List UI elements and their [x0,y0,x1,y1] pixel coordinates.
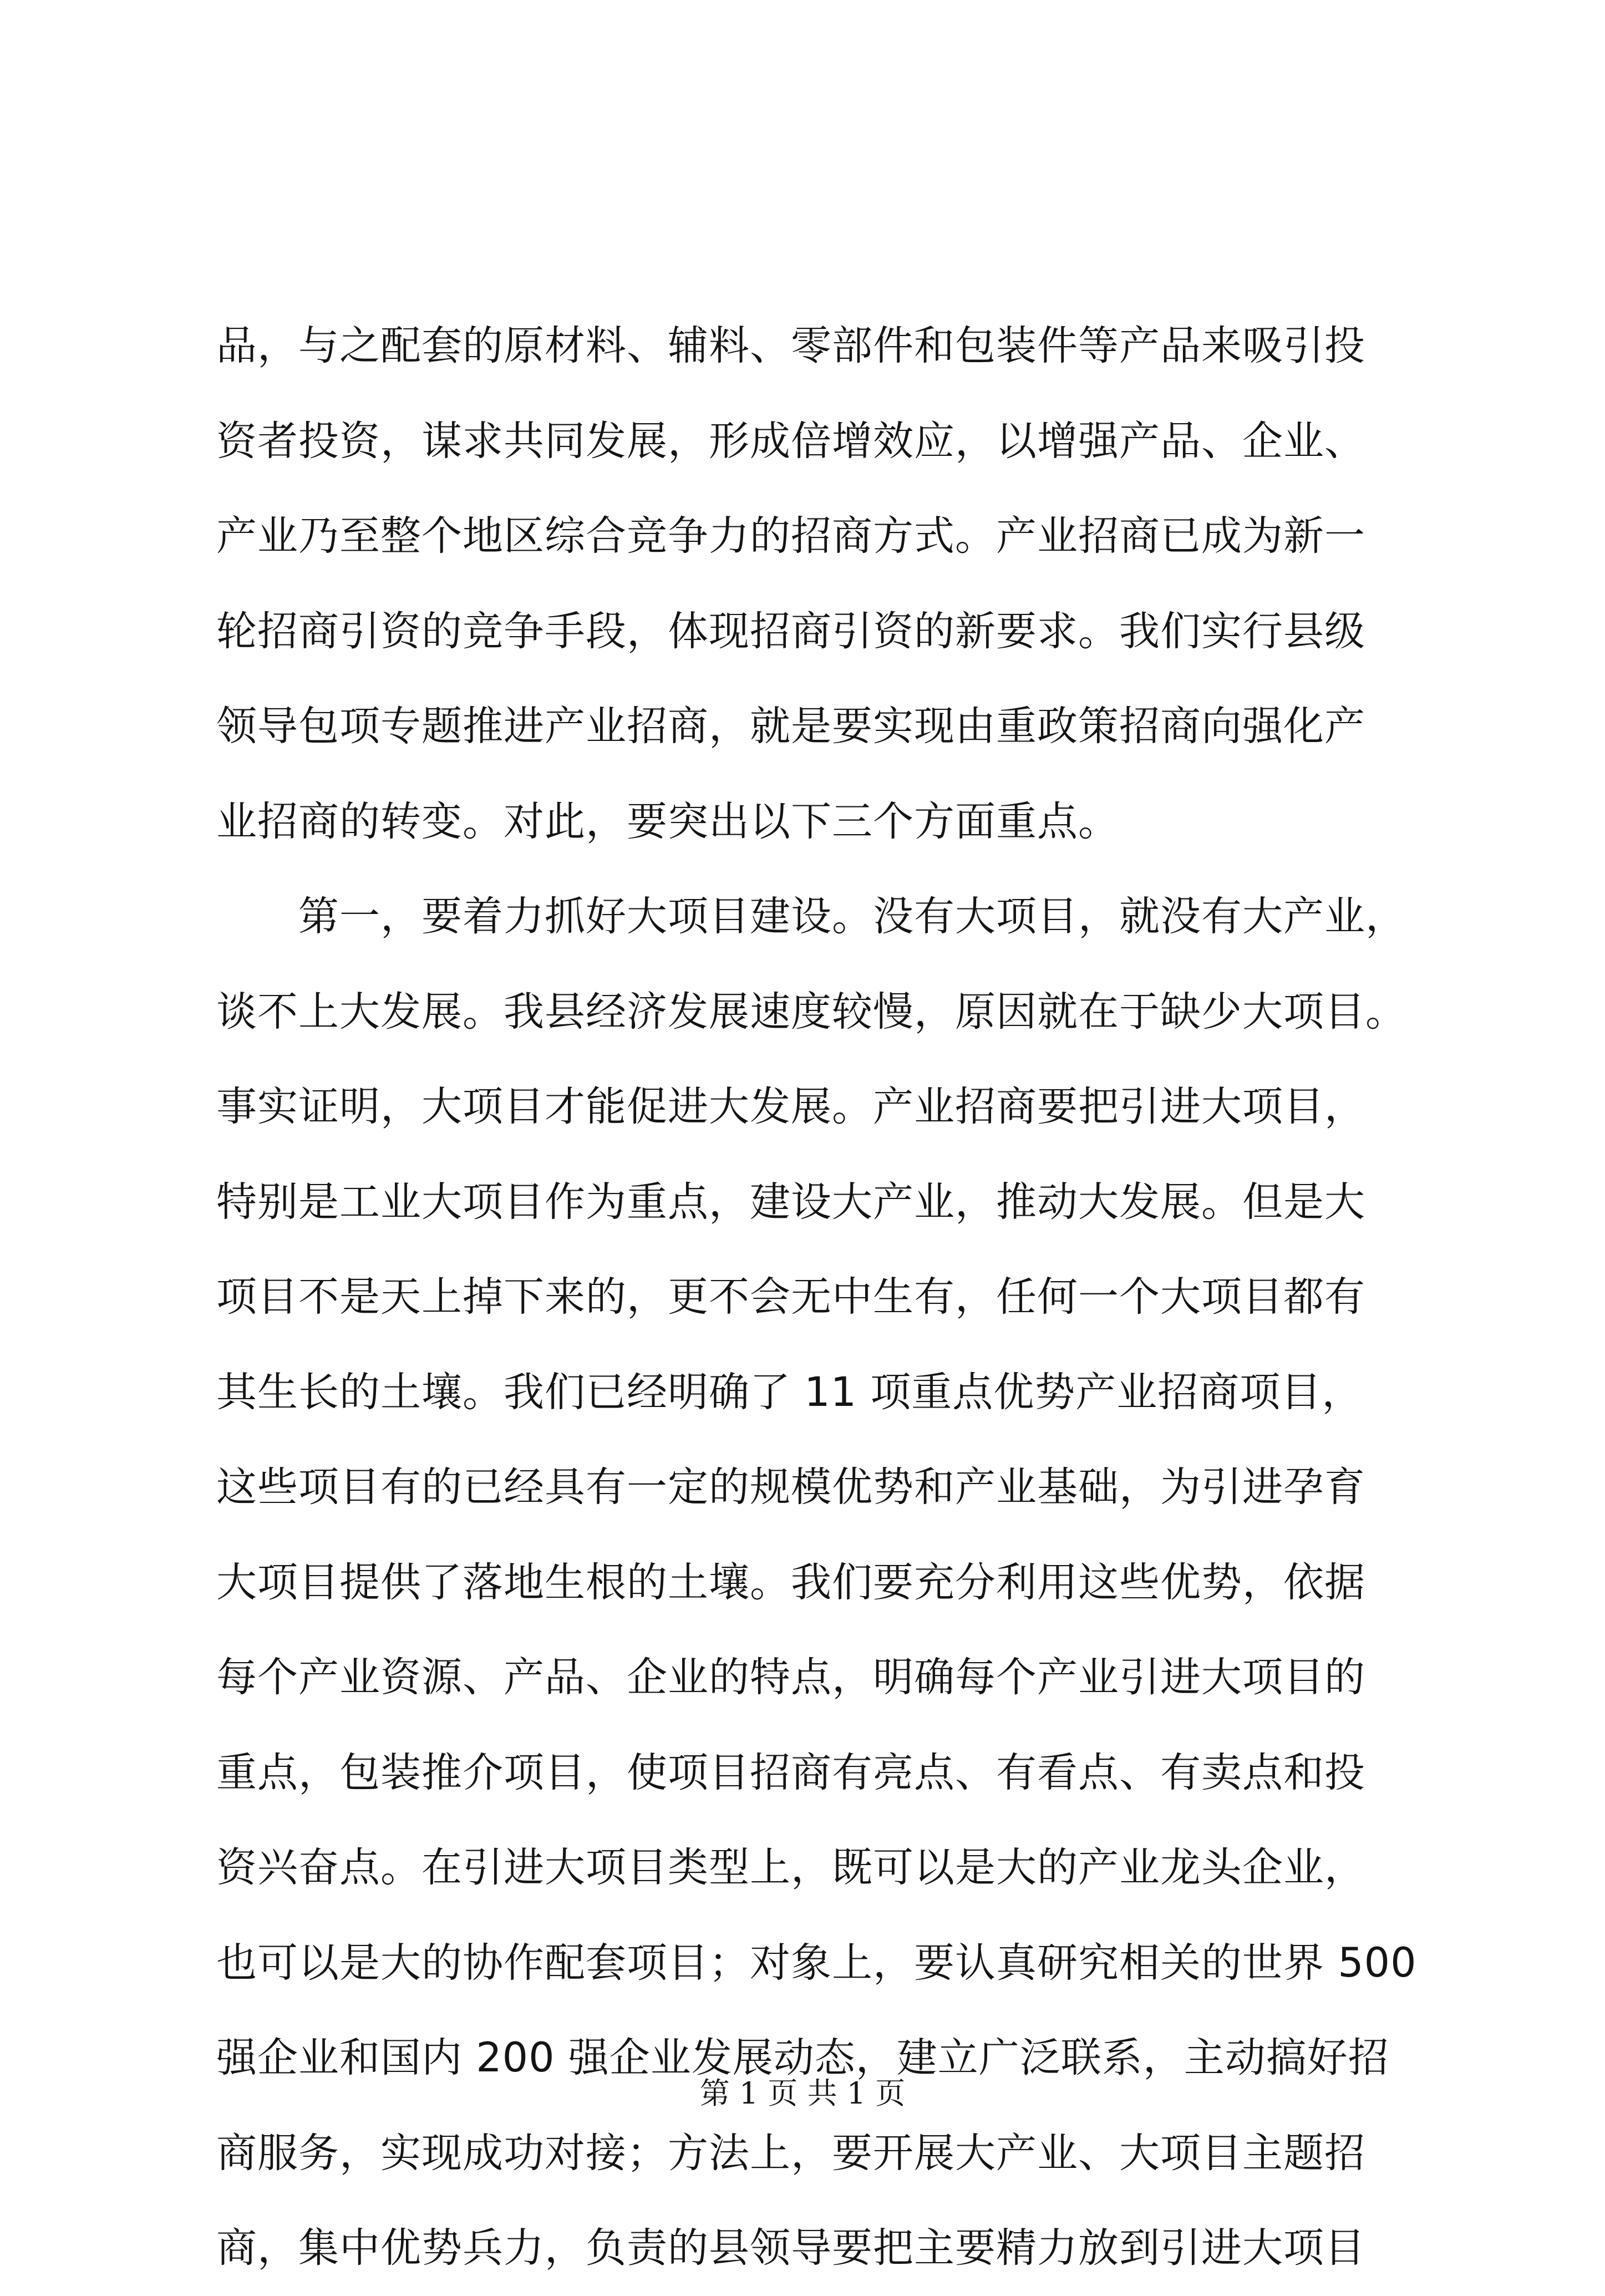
text-line: 特别是工业大项目作为重点，建设大产业，推动大发展。但是大 [216,1178,1365,1226]
document-body [216,298,1417,2296]
text-line: 谈不上大发展。我县经济发展速度较慢，原因就在于缺少大项目。 [216,988,1406,1035]
text-line: 业招商的转变。对此，要突出以下三个方面重点。 [216,797,1119,845]
text-line: 领导包项专题推进产业招商，就是要实现由重政策招商向强化产 [216,703,1365,750]
text-line: 其生长的土壤。我们已经明确了 11 项重点优势产业招商项目， [216,1368,1363,1416]
text-line: 重点，包装推介项目，使项目招商有亮点、有看点、有卖点和投 [216,1749,1365,1796]
page-footer [0,2074,1605,2113]
text-line: 这些项目有的已经具有一定的规模优势和产业基础，为引进孕育 [216,1464,1365,1511]
text-line: 每个产业资源、产品、企业的特点，明确每个产业引进大项目的 [216,1654,1365,1701]
text-line: 强企业和国内 200 强企业发展动态，建立广泛联系，主动搞好招 [216,2034,1389,2081]
text-line: 大项目提供了落地生根的土壤。我们要充分利用这些优势，依据 [216,1558,1365,1606]
text-line: 产业乃至整个地区综合竞争力的招商方式。产业招商已成为新一 [216,512,1365,560]
text-line: 品，与之配套的原材料、辅料、零部件和包装件等产品来吸引投 [216,322,1365,369]
text-line: 商，集中优势兵力，负责的县领导要把主要精力放到引进大项目 [216,2224,1365,2272]
text-line: 商服务，实现成功对接；方法上，要开展大产业、大项目主题招 [216,2129,1365,2177]
text-line: 也可以是大的协作配套项目；对象上，要认真研究相关的世界 500 [216,1939,1417,1987]
text-line: 轮招商引资的竞争手段，体现招商引资的新要求。我们实行县级 [216,607,1365,655]
text-line: 资兴奋点。在引进大项目类型上，既可以是大的产业龙头企业， [216,1844,1365,1891]
text-line: 事实证明，大项目才能促进大发展。产业招商要把引进大项目， [216,1083,1365,1130]
text-line: 第一，要着力抓好大项目建设。没有大项目，就没有大产业， [216,893,1406,940]
page-number-label: 第 1 页 共 1 页 [699,2076,906,2111]
text-line: 项目不是天上掉下来的，更不会无中生有，任何一个大项目都有 [216,1273,1365,1320]
text-line: 资者投资，谋求共同发展，形成倍增效应，以增强产品、企业、 [216,417,1365,465]
